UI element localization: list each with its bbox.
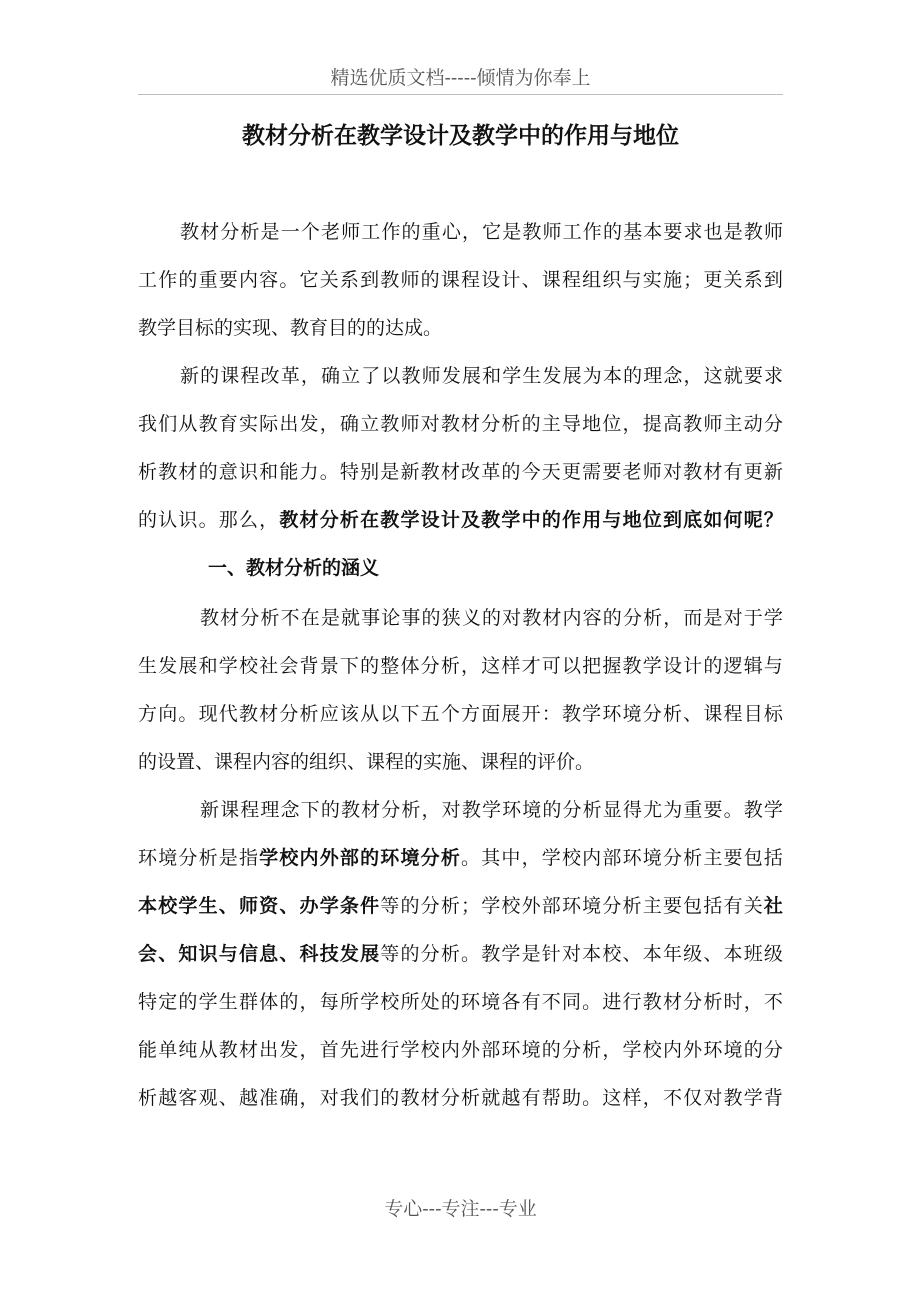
paragraph-line (200, 598, 783, 638)
paragraph-line (138, 646, 783, 686)
text-run: 新的课程改革，确立了以教师发展和学生发展为本的理念，这就要求 (180, 365, 785, 387)
bold-text-run: 社 (763, 895, 785, 917)
paragraph-line (138, 886, 783, 926)
text-run: 教材分析不在是就事论事的狭义的对教材内容的分析，而是对于学 (200, 607, 785, 629)
text-run: 新课程理念下的教材分析，对教学环境的分析显得尤为重要。教学 (200, 799, 785, 821)
paragraph-line (138, 934, 783, 974)
paragraph-line (138, 452, 783, 492)
paragraph-line (138, 694, 783, 734)
page-footer: 专心---专注---专业 (384, 1198, 537, 1220)
bold-text-run: 学校内外部的环境分析 (259, 847, 462, 869)
paragraph-line (138, 404, 783, 444)
text-run: 的认识。那么， (138, 509, 280, 531)
bold-text-run: 一、教材分析的涵义 (208, 557, 380, 579)
paragraph-line (138, 500, 783, 540)
paragraph-line (200, 790, 783, 830)
text-run: 工作的重要内容。它关系到教师的课程设计、课程组织与实施；更关系到 (138, 269, 785, 291)
bold-text-run: 教材分析在教学设计及教学中的作用与地位到底如何呢？ (279, 509, 785, 531)
text-run: 等的分析。教学是针对本校、本年级、本班级 (380, 943, 785, 965)
bold-text-run: 会、知识与信息、科技发展 (138, 943, 381, 965)
text-run: 教学目标的实现、教育目的的达成。 (138, 317, 443, 339)
paragraph-line (138, 1030, 783, 1070)
page-header: 精选优质文档-----倾情为你奉上 (138, 62, 783, 95)
text-run: 方向。现代教材分析应该从以下五个方面展开：教学环境分析、课程目标 (138, 703, 785, 725)
paragraph-line (138, 1078, 783, 1118)
text-run: 的设置、课程内容的组织、课程的实施、课程的评价。 (138, 751, 595, 773)
paragraph-line (138, 838, 783, 878)
text-run: 能单纯从教材出发，首先进行学校内外部环境的分析，学校内外环境的分 (138, 1039, 785, 1061)
paragraph-line (138, 742, 783, 782)
text-run: 环境分析是指 (138, 847, 260, 869)
paragraph-line (180, 356, 783, 396)
text-run: 特定的学生群体的，每所学校所处的环境各有不同。进行教材分析时，不 (138, 991, 785, 1013)
text-run: 。其中，学校内部环境分析主要包括 (461, 847, 785, 869)
text-run: 教材分析是一个老师工作的重心，它是教师工作的基本要求也是教师 (180, 221, 785, 243)
paragraph-line (138, 982, 783, 1022)
text-run: 析教材的意识和能力。特别是新教材改革的今天更需要老师对教材有更新 (138, 461, 785, 483)
bold-text-run: 本校学生、师资、办学条件 (138, 895, 381, 917)
paragraph-line (180, 212, 783, 252)
text-run: 等的分析；学校外部环境分析主要包括有关 (380, 895, 764, 917)
paragraph-line (138, 308, 783, 348)
paragraph-line (138, 260, 783, 300)
document-title: 教材分析在教学设计及教学中的作用与地位 (242, 122, 679, 149)
text-run: 生发展和学校社会背景下的整体分析，这样才可以把握教学设计的逻辑与 (138, 655, 785, 677)
text-run: 析越客观、越准确，对我们的教材分析就越有帮助。这样，不仅对教学背 (138, 1087, 785, 1109)
section-heading (208, 548, 783, 588)
text-run: 我们从教育实际出发，确立教师对教材分析的主导地位，提高教师主动分 (138, 413, 785, 435)
